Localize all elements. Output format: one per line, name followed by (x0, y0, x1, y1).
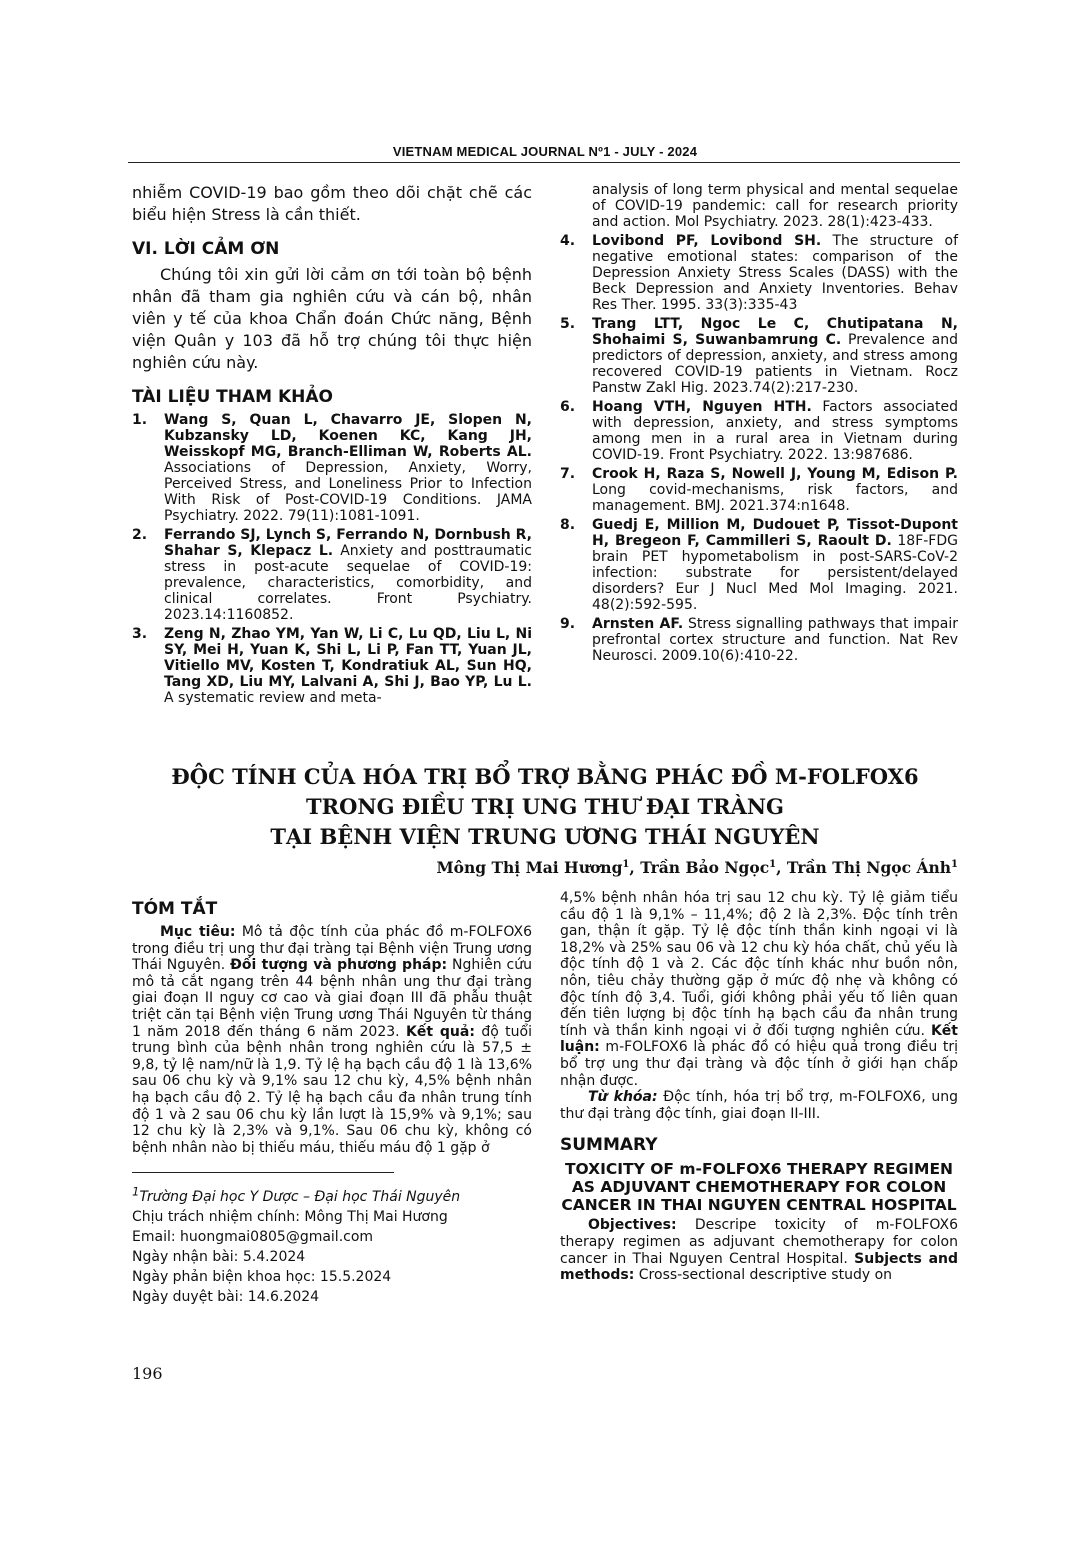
summary-title: TOXICITY OF m-FOLFOX6 THERAPY REGIMEN AS ADJUVANT CHEMOTHERAPY FOR COLON CANCER IN THAI NGUYEN CENTRAL HOSPITAL (561, 1160, 957, 1215)
footnote-affiliation-text: Trường Đại học Y Dược – Đại học Thái Nguyên (139, 1188, 461, 1205)
abstract-objective-text: Mô tả độc tính của phác đồ m-FOLFOX6 trong điều trị ung thư đại tràng tại Bệnh viện Trung ương Thái Nguyên. (132, 924, 533, 974)
abstract-objective-label: Mục tiêu: (160, 924, 236, 940)
footnote-accepted: Ngày duyệt bài: 14.6.2024 (132, 1288, 320, 1305)
footnote-responsible: Chịu trách nhiệm chính: Mông Thị Mai Hương (132, 1208, 448, 1225)
abstract-heading: TÓM TẮT (132, 899, 218, 919)
reference-number: 1. (132, 412, 148, 428)
reference-item (560, 616, 958, 664)
abstract-text (132, 924, 532, 1156)
abstract-right-column (560, 890, 958, 1284)
reference-text: Anxiety and posttraumatic stress in post-acute sequelae of COVID-19: prevalence, characteristics, comorbidity, and clinical correlates. Front Psychiatry. 2023.14:1160852. (164, 543, 532, 623)
author-affiliation-mark: 1 (951, 858, 958, 870)
reference-text: Factors associated with depression, anxiety, and stress symptoms among men in a rural area in Vietnam during COVID-19. Front Psychiatry. 2022. 13:987686. (592, 399, 958, 463)
page-number: 196 (132, 1364, 163, 1383)
author-affiliation-mark: 1 (622, 858, 630, 870)
reference-text: The structure of negative emotional states: comparison of the Depression Anxiety Stress Scales (DASS) with the Beck Depression and Anxiety Inventories. Behav Res Ther. 1995. 33(3):335-43 (592, 233, 958, 313)
reference-authors: Wang S, Quan L, Chavarro JE, Slopen N, Kubzansky LD, Koenen KC, Kang JH, Weisskopf MG, Branch-Elliman W, Roberts AL. (164, 412, 532, 460)
reference-authors: Crook H, Raza S, Nowell J, Young M, Edison P. (592, 466, 958, 482)
abstract-results-label: Kết quả: (406, 1023, 475, 1040)
summary-methods-text: Cross-sectional descriptive study on (634, 1267, 893, 1284)
reference-authors: Trang LTT, Ngoc Le C, Chutipatana N, Shohaimi S, Suwanbamrung C. (592, 316, 958, 348)
article-title (130, 762, 960, 852)
footnote-rule (132, 1172, 394, 1173)
reference-item (560, 233, 958, 313)
author-name: Trần Thị Ngọc Ánh (786, 858, 952, 877)
footnote-affiliation-mark: 1 (132, 1184, 140, 1199)
reference-item (132, 412, 532, 524)
abstract-methods-text: Nghiên cứu mô tả cắt ngang trên 44 bệnh nhân ung thư đại tràng giai đoạn II nguy cơ cao và giai đoạn III đã phẫu thuật triệt căn tại Bệnh viện Trung ương Thái Nguyên từ tháng 1 năm 2018 đến tháng 6 năm 2023. (132, 957, 532, 1040)
reference-text: Stress signalling pathways that impair prefrontal cortex structure and function. Nat Rev Neurosci. 2009.10(6):410-22. (592, 616, 958, 664)
abstract-text-continued (560, 890, 958, 1089)
keywords-label: Từ khóa: (588, 1089, 658, 1106)
author-name: Mông Thị Mai Hương (436, 858, 623, 877)
footnote-affiliation (132, 1181, 532, 1207)
reference-number: 2. (132, 527, 148, 543)
keywords-text: Độc tính, hóa trị bổ trợ, m-FOLFOX6, ung thư đại tràng độc tính, giai đoạn II-III. (560, 1089, 958, 1122)
reference-number: 5. (560, 316, 576, 332)
reference-continuation: analysis of long term physical and mental sequelae of COVID-19 pandemic: call for research priority and action. Mol Psychiatry. 2023. 28(1):423-433. (592, 182, 958, 230)
abstract-conclusion-text: m-FOLFOX6 là phác đồ có hiệu quả trong điều trị bổ trợ ung thư đại tràng và độc tính ở giới hạn chấp nhận được. (560, 1039, 958, 1089)
conclusion-tail: nhiễm COVID-19 bao gồm theo dõi chặt chẽ các biểu hiện Stress là cần thiết. (132, 183, 532, 224)
reference-authors: Zeng N, Zhao YM, Yan W, Li C, Lu QD, Liu L, Ni SY, Mei H, Yuan K, Shi L, Li P, Fan TT, Yuan JL, Vitiello MV, Kosten T, Kondratiuk AL, Sun HQ, Tang XD, Liu MY, Lalvani A, Shi J, Bao YP, Lu L. (164, 626, 532, 690)
reference-text: Long covid-mechanisms, risk factors, and management. BMJ. 2021.374:n1648. (592, 482, 958, 514)
reference-text: Associations of Depression, Anxiety, Worry, Perceived Stress, and Loneliness Prior to Infection With Risk of Post-COVID-19 Conditions. JAMA Psychiatry. 2022. 79(11):1081-1091. (164, 460, 532, 524)
author-affiliation-mark: 1 (769, 858, 777, 870)
reference-text: 18F-FDG brain PET hypometabolism in post-SARS-CoV-2 infection: substrate for persistent/delayed disorders? Eur J Nucl Med Mol Imaging. 2021. 48(2):592-595. (592, 533, 958, 613)
reference-item (132, 527, 532, 623)
running-header: VIETNAM MEDICAL JOURNAL Nº1 - JULY - 2024 (392, 144, 698, 159)
reference-number: 6. (560, 399, 576, 415)
article-title-line: TRONG ĐIỀU TRỊ UNG THƯ ĐẠI TRÀNG (306, 794, 784, 819)
reference-item (560, 517, 958, 613)
acknowledgement-heading: VI. LỜI CẢM ƠN (132, 239, 280, 259)
abstract-results-continued: 4,5% bệnh nhân hóa trị sau 12 chu kỳ. Tỷ lệ giảm tiểu cầu độ 1 là 9,1% – 11,4%; độ 2 là 2,3%. Độc tính trên gan, thận ít gặp. Tỷ lệ độc tính thần kinh ngoại vi là 18,2% và 25% sau 06 và 12 chu kỳ hóa chất, chủ yếu là độc tính độ 1 và 2. Các độc tính khác như buồn nôn, nôn, tiêu chảy thường gặp ở mức độ nhẹ và không có độc tính độ 3,4. Tuổi, giới không phải yếu tố liên quan đến tiên lượng bị độc tính hạ bạch cầu đa nhân trung tính và thần kinh ngoại vi ở đối tượng nghiên cứu. (560, 890, 958, 1039)
references-list-left (132, 412, 532, 706)
author-name: Trần Bảo Ngọc (640, 858, 770, 877)
reference-authors: Arnsten AF. (592, 616, 684, 632)
abstract-methods-label: Đối tượng và phương pháp: (230, 957, 448, 974)
keywords (560, 1089, 958, 1122)
article-title-line: TẠI BỆNH VIỆN TRUNG ƯƠNG THÁI NGUYÊN (270, 824, 820, 849)
reference-item (132, 626, 532, 706)
footnote-received: Ngày nhận bài: 5.4.2024 (132, 1248, 306, 1265)
abstract-conclusion-label: Kết luận: (560, 1022, 958, 1056)
reference-number: 8. (560, 517, 576, 533)
reference-authors: Lovibond PF, Lovibond SH. (592, 233, 822, 249)
summary-text (560, 1217, 958, 1283)
abstract-left-column (132, 898, 532, 1307)
acknowledgement-text: Chúng tôi xin gửi lời cảm ơn tới toàn bộ bệnh nhân đã tham gia nghiên cứu và cán bộ, nhân viên y tế của khoa Chẩn đoán Chức năng, Bệnh viện Quân y 103 đã hỗ trợ chúng tôi thực hiện nghiên cứu này. (132, 265, 532, 372)
references-list-right (560, 233, 958, 664)
previous-article-left-column (132, 182, 532, 709)
reference-number: 4. (560, 233, 576, 249)
reference-item (560, 399, 958, 463)
header-rule (128, 162, 960, 163)
footnote-email: Email: huongmai0805@gmail.com (132, 1228, 374, 1245)
reference-text: A systematic review and meta- (164, 690, 382, 706)
references-heading: TÀI LIỆU THAM KHẢO (132, 387, 333, 407)
reference-authors: Ferrando SJ, Lynch S, Ferrando N, Dornbush R, Shahar S, Klepacz L. (164, 527, 532, 559)
summary-objective-label: Objectives: (588, 1217, 677, 1234)
reference-authors: Hoang VTH, Nguyen HTH. (592, 399, 812, 415)
summary-objective-text: Descripe toxicity of m-FOLFOX6 therapy regimen as adjuvant chemotherapy for colon cancer in Thai Nguyen Central Hospital. (560, 1217, 958, 1267)
footnote-reviewed: Ngày phản biện khoa học: 15.5.2024 (132, 1268, 392, 1285)
reference-item (560, 466, 958, 514)
reference-number: 3. (132, 626, 148, 642)
reference-item (560, 316, 958, 396)
article-title-line: ĐỘC TÍNH CỦA HÓA TRỊ BỔ TRỢ BẰNG PHÁC ĐỒ M-FOLFOX6 (171, 764, 919, 789)
summary-heading: SUMMARY (560, 1135, 658, 1156)
summary-methods-label: Subjects and methods: (560, 1250, 959, 1284)
reference-authors: Guedj E, Million M, Dudouet P, Tissot-Dupont H, Bregeon F, Cammilleri S, Raoult D. (592, 517, 958, 549)
previous-article-right-column (560, 182, 958, 667)
reference-number: 7. (560, 466, 576, 482)
article-authors: Mông Thị Mai Hương$^1$, Trần Bảo Ngọc$^1$, Trần Thị Ngọc Ánh$^1$ (436, 858, 958, 877)
abstract-results-text: độ tuổi trung bình của bệnh nhân trong nghiên cứu là 57,5 ± 9,8, tỷ lệ nam/nữ là 1,9. Tỷ lệ hạ bạch cầu độ 1 là 13,6% sau 06 chu kỳ và 9,1% sau 12 chu kỳ, 4,5% bệnh nhân hạ bạch cầu độ 2. Tỷ lệ hạ bạch cầu đa nhân trung tính độ 1 và 2 sau 06 chu kỳ lần lượt là 15,9% và 9,1%; sau 12 chu kỳ là 2,3% và 9,1%. Sau 06 chu kỳ, không có bệnh nhân nào bị thiếu máu, thiếu máu độ 1 gặp ở (132, 1023, 532, 1156)
reference-text: Prevalence and predictors of depression, anxiety, and stress among recovered COVID-19 patients in Vietnam. Rocz Panstw Zakl Hig. 2023.74(2):217-230. (592, 332, 958, 396)
reference-number: 9. (560, 616, 576, 632)
